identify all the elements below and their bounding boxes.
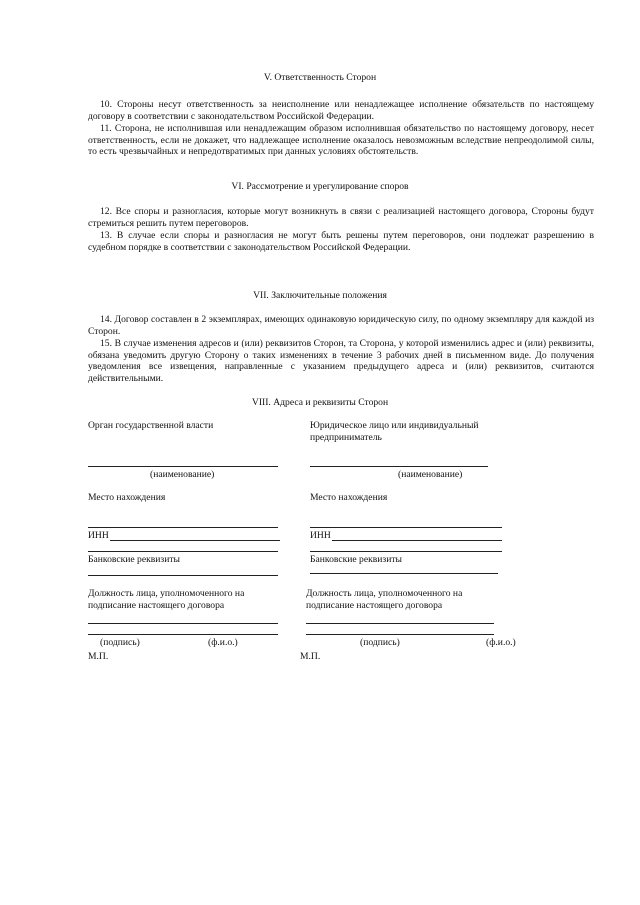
right-name-line — [310, 466, 488, 467]
right-inn-label: ИНН — [310, 530, 331, 541]
right-signature-line — [306, 634, 494, 635]
left-extra-line — [88, 551, 278, 552]
right-location-label: Место нахождения — [310, 492, 388, 503]
right-party-label: Юридическое лицо или индивидуальный предприниматель — [310, 420, 479, 443]
right-sign-caption: (подпись) — [360, 637, 400, 648]
left-bank-label: Банковские реквизиты — [88, 554, 180, 565]
left-name-line — [88, 466, 278, 467]
right-bank-label: Банковские реквизиты — [310, 554, 402, 565]
left-location-line — [88, 527, 278, 528]
left-fio-caption: (ф.и.о.) — [208, 637, 238, 648]
right-location-line — [310, 527, 502, 528]
paragraph-15: 15. В случае изменения адресов и (или) реквизитов Сторон, та Сторона, у которой изменились адрес и (или) реквизиты, обязана уведомить другую Сторону о таких изменениях в течение 3 рабочих дней в письменном виде. До получения уведомления все извещения, направленные с указанием предыдущего адреса и (или) реквизитов, считаются действительными. — [88, 338, 594, 384]
section-5-title: V. Ответственность Сторон — [263, 72, 377, 83]
left-signatory-label: Должность лица, уполномоченного на подписание настоящего договора — [88, 588, 245, 611]
left-bank-line — [88, 575, 278, 576]
right-inn-line — [332, 540, 502, 541]
left-name-caption: (наименование) — [150, 469, 215, 480]
right-seal-label: М.П. — [300, 651, 321, 662]
paragraph-12: 12. Все споры и разногласия, которые могут возникнуть в связи с реализацией настоящего договора, Стороны будут стремиться решить путем переговоров. — [88, 206, 594, 229]
right-fio-caption: (ф.и.о.) — [486, 637, 516, 648]
right-bank-line — [310, 573, 498, 574]
paragraph-14: 14. Договор составлен в 2 экземплярах, имеющих одинаковую юридическую силу, по одному экземпляру для каждой из Сторон. — [88, 314, 594, 337]
right-signatory-line — [306, 623, 494, 624]
right-extra-line — [310, 551, 502, 552]
left-location-label: Место нахождения — [88, 492, 166, 503]
paragraph-13: 13. В случае если споры и разногласия не могут быть решены путем переговоров, они подлежат разрешению в судебном порядке в соответствии с законодательством Российской Федерации. — [88, 230, 594, 253]
paragraph-11: 11. Сторона, не исполнившая или ненадлежащим образом исполнившая обязательство по настоящему договору, несет ответственность, если не докажет, что надлежащее исполнение оказалось невозможным вследствие непреодолимой силы, то есть чрезвычайных и непредотвратимых при данных условиях обстоятельств. — [88, 123, 594, 158]
section-8-title: VIII. Адреса и реквизиты Сторон — [251, 397, 389, 408]
section-6-title: VI. Рассмотрение и урегулирование споров — [231, 181, 409, 192]
paragraph-10: 10. Стороны несут ответственность за неисполнение или ненадлежащее исполнение обязательств по настоящему договору в соответствии с законодательством Российской Федерации. — [88, 99, 594, 122]
section-7-title: VII. Заключительные положения — [253, 290, 387, 301]
right-name-caption: (наименование) — [398, 469, 463, 480]
left-inn-label: ИНН — [88, 530, 109, 541]
left-seal-label: М.П. — [88, 651, 109, 662]
left-party-label: Орган государственной власти — [88, 420, 214, 431]
left-signatory-line — [88, 623, 278, 624]
left-inn-line — [110, 540, 280, 541]
left-signature-line — [88, 634, 278, 635]
left-sign-caption: (подпись) — [100, 637, 140, 648]
right-signatory-label: Должность лица, уполномоченного на подписание настоящего договора — [306, 588, 463, 611]
